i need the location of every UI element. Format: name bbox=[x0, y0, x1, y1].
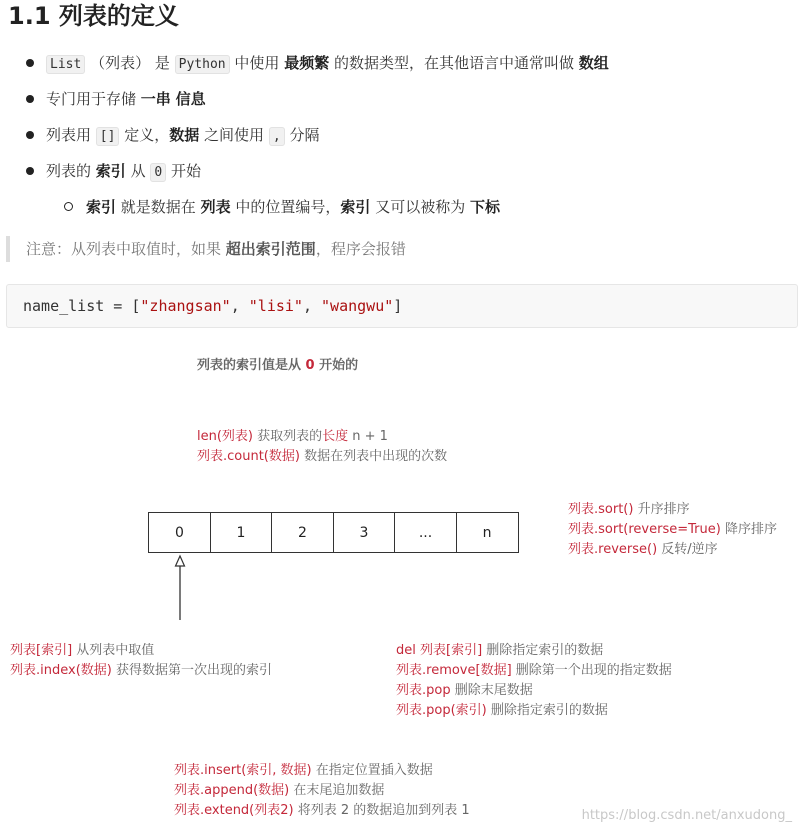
list-item bbox=[24, 50, 609, 86]
diagram-caption bbox=[197, 356, 358, 376]
text: 中使用 bbox=[234, 54, 280, 72]
method-desc: 删除末尾数据 bbox=[450, 683, 533, 698]
method-name: 列表.append(数据) bbox=[174, 783, 290, 798]
index-cell: 2 bbox=[271, 512, 334, 553]
method-line bbox=[197, 447, 447, 467]
bold-text: 数据 bbox=[169, 126, 200, 144]
method-desc: 降序排序 bbox=[720, 522, 777, 537]
inline-code: , bbox=[269, 127, 285, 146]
bold-text: 数组 bbox=[578, 54, 609, 72]
note-text: 注意：从列表中取值时，如果 bbox=[26, 240, 222, 258]
method-name: 列表.sort() bbox=[568, 502, 634, 517]
text: 就是数据在 bbox=[120, 198, 196, 216]
bullet-dot-icon bbox=[26, 95, 34, 103]
index-cell: n bbox=[456, 512, 519, 553]
code-sep: , bbox=[230, 297, 249, 315]
list-item bbox=[24, 86, 609, 122]
method-line bbox=[197, 427, 447, 447]
up-arrow-icon bbox=[172, 554, 188, 620]
method-line bbox=[568, 520, 777, 540]
text: 中的位置编号， bbox=[235, 198, 341, 216]
method-line bbox=[10, 641, 272, 661]
code-block bbox=[6, 284, 798, 328]
bullet-dot-icon bbox=[26, 59, 34, 67]
method-name: 列表.index(数据) bbox=[10, 663, 112, 678]
method-line bbox=[174, 801, 470, 821]
caption-text: 开始的 bbox=[319, 358, 359, 373]
method-desc: 将列表 2 的数据追加到列表 1 bbox=[293, 803, 470, 818]
method-name: del 列表[索引] bbox=[396, 643, 483, 658]
sort-group bbox=[568, 500, 777, 560]
code-string: "zhangsan" bbox=[140, 297, 231, 315]
text: 专门用于存储 bbox=[46, 90, 137, 108]
text: 之间使用 bbox=[204, 126, 265, 144]
method-name: 列表.insert(索引, 数据) bbox=[174, 763, 312, 778]
method-desc: 数据在列表中出现的次数 bbox=[299, 449, 448, 464]
method-desc: 在指定位置插入数据 bbox=[311, 763, 433, 778]
method-line bbox=[174, 781, 470, 801]
caption-zero: 0 bbox=[305, 358, 315, 373]
method-desc: n + 1 bbox=[348, 429, 388, 444]
code-op: = bbox=[104, 297, 132, 315]
list-item bbox=[24, 158, 609, 194]
method-line bbox=[396, 681, 672, 701]
note-bold: 超出索引范围 bbox=[225, 240, 316, 258]
inline-code: 0 bbox=[150, 163, 166, 182]
method-name: 列表.extend(列表2) bbox=[174, 803, 294, 818]
method-name: 列表.sort(reverse=True) bbox=[568, 522, 721, 537]
bold-text: 列表 bbox=[200, 198, 231, 216]
method-line bbox=[174, 761, 470, 781]
method-desc: 删除第一个出现的指定数据 bbox=[511, 663, 672, 678]
note-blockquote bbox=[6, 236, 726, 262]
method-desc: 删除指定索引的数据 bbox=[486, 703, 608, 718]
bold-text: 索引 bbox=[340, 198, 371, 216]
text: 列表用 bbox=[46, 126, 92, 144]
text: 的数据类型，在其他语言中通常叫做 bbox=[334, 54, 575, 72]
method-desc: 删除指定索引的数据 bbox=[482, 643, 604, 658]
text: （列表） 是 bbox=[90, 54, 170, 72]
bullet-dot-icon bbox=[26, 167, 34, 175]
list-item bbox=[24, 122, 609, 158]
code-bracket: ] bbox=[393, 297, 403, 315]
index-cell: 3 bbox=[333, 512, 396, 553]
bold-text: 索引 bbox=[95, 162, 126, 180]
method-desc: 获得数据第一次出现的索引 bbox=[111, 663, 272, 678]
method-line bbox=[396, 641, 672, 661]
method-desc: 反转/逆序 bbox=[657, 542, 718, 557]
code-string: "wangwu" bbox=[321, 297, 394, 315]
index-cell: 1 bbox=[210, 512, 273, 553]
method-line bbox=[568, 540, 777, 560]
code-string: "lisi" bbox=[248, 297, 303, 315]
bold-text: 索引 bbox=[86, 198, 117, 216]
text: 开始 bbox=[171, 162, 202, 180]
inline-code: [] bbox=[96, 127, 120, 146]
text: 从 bbox=[130, 162, 146, 180]
inline-code: List bbox=[46, 55, 85, 74]
del-group bbox=[396, 641, 672, 721]
method-desc: 在末尾追加数据 bbox=[289, 783, 385, 798]
page-title: 1.1 列表的定义 bbox=[8, 2, 179, 30]
sub-list-item bbox=[24, 194, 609, 230]
method-line bbox=[396, 661, 672, 681]
method-name: 列表.pop bbox=[396, 683, 451, 698]
hollow-bullet-icon bbox=[64, 202, 73, 211]
len-group bbox=[197, 427, 447, 467]
text: 定义， bbox=[124, 126, 170, 144]
method-desc: 升序排序 bbox=[633, 502, 690, 517]
bullet-list bbox=[24, 50, 609, 230]
inline-code: Python bbox=[175, 55, 230, 74]
method-line bbox=[10, 661, 272, 681]
method-name: 列表.pop(索引) bbox=[396, 703, 487, 718]
text: 又可以被称为 bbox=[375, 198, 466, 216]
method-name: 列表.count(数据) bbox=[197, 449, 300, 464]
method-name: 列表.remove[数据] bbox=[396, 663, 512, 678]
bullet-dot-icon bbox=[26, 131, 34, 139]
method-name: len(列表) bbox=[197, 429, 253, 444]
text: 列表的 bbox=[46, 162, 92, 180]
method-line bbox=[568, 500, 777, 520]
index-cell: ... bbox=[394, 512, 457, 553]
index-cells bbox=[148, 512, 519, 553]
method-line bbox=[396, 701, 672, 721]
method-name: 列表.reverse() bbox=[568, 542, 658, 557]
method-desc: 从列表中取值 bbox=[72, 643, 155, 658]
index-group bbox=[10, 641, 272, 681]
note-text: ，程序会报错 bbox=[315, 240, 406, 258]
bold-text: 下标 bbox=[470, 198, 501, 216]
insert-group bbox=[174, 761, 470, 821]
index-cell: 0 bbox=[148, 512, 211, 553]
watermark: https://blog.csdn.net/anxudong_ bbox=[581, 808, 792, 823]
bold-text: 信息 bbox=[175, 90, 206, 108]
method-desc: 获取列表的 bbox=[253, 429, 323, 444]
bold-text: 一串 bbox=[140, 90, 171, 108]
code-sep: , bbox=[302, 297, 322, 315]
code-var: name_list bbox=[23, 297, 105, 315]
caption-text: 列表的索引值是从 bbox=[197, 358, 302, 373]
method-name: 列表[索引] bbox=[10, 643, 73, 658]
bold-text: 最频繁 bbox=[284, 54, 330, 72]
code-bracket: [ bbox=[131, 297, 141, 315]
method-highlight: 长度 bbox=[322, 429, 349, 444]
text: 分隔 bbox=[289, 126, 320, 144]
